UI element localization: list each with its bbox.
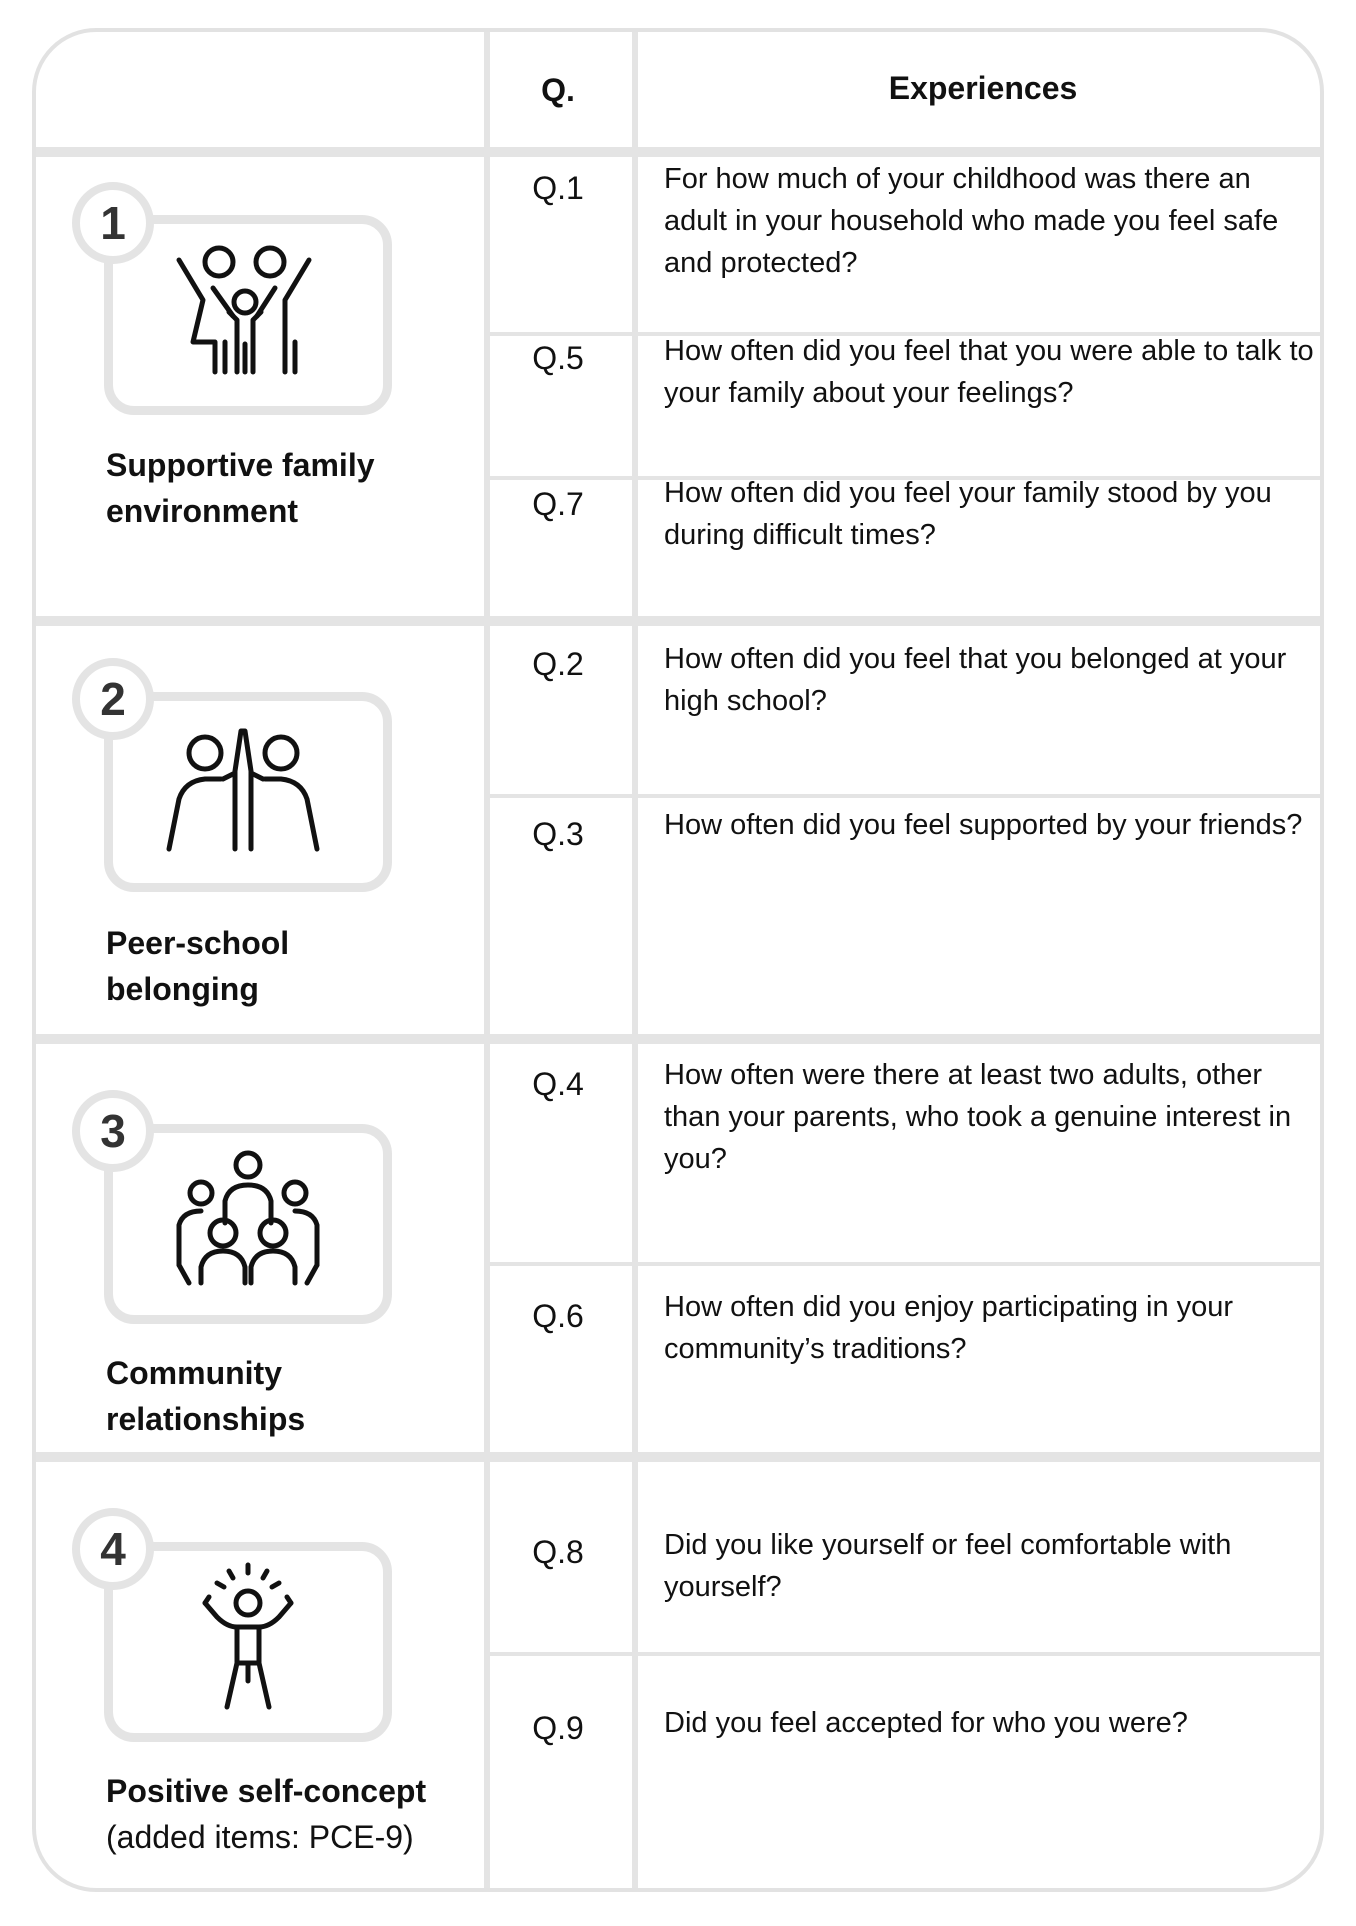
domain-number-badge: 2 xyxy=(72,658,154,740)
question-number: Q.3 xyxy=(532,816,584,852)
domain-label-line2: relationships xyxy=(106,1401,306,1437)
domain-label xyxy=(106,442,466,534)
domain-icon-box xyxy=(104,692,392,892)
group-icon xyxy=(113,1133,383,1315)
question-number: Q.7 xyxy=(532,486,584,522)
row-divider xyxy=(484,1262,1320,1266)
question-text: Did you feel accepted for who you were? xyxy=(664,1707,1188,1739)
question-text: How often were there at least two adults, other than your parents, who took a genuine interest in you? xyxy=(664,1059,1292,1175)
domain-number-badge: 3 xyxy=(72,1090,154,1172)
domain-icon-box xyxy=(104,1542,392,1742)
question-number: Q.6 xyxy=(532,1298,584,1334)
domain-label xyxy=(106,920,466,1012)
question-text: How often did you feel your family stood by you during difficult times? xyxy=(664,477,1272,551)
domain-label-note: (added items: PCE-9) xyxy=(106,1819,414,1855)
section-divider xyxy=(36,616,1320,626)
section-divider xyxy=(36,1034,1320,1044)
domain-icon-box xyxy=(104,1124,392,1324)
domain-label-line2: environment xyxy=(106,493,299,529)
header-divider xyxy=(36,147,1320,157)
question-number: Q.8 xyxy=(532,1534,584,1570)
high-five-icon xyxy=(113,701,383,883)
domain-label-line2: belonging xyxy=(106,971,259,1007)
question-text: Did you like yourself or feel comfortable with yourself? xyxy=(664,1529,1232,1603)
question-text: How often did you feel that you were able to talk to your family about your feelings? xyxy=(664,335,1314,409)
domain-label-line1: Community xyxy=(106,1355,282,1391)
domain-label-line1: Supportive family xyxy=(106,447,375,483)
question-text: How often did you feel supported by your friends? xyxy=(664,809,1303,841)
column-divider xyxy=(484,32,490,1888)
question-number: Q.9 xyxy=(532,1710,584,1746)
question-number: Q.2 xyxy=(532,646,584,682)
family-icon xyxy=(113,224,383,406)
domain-number-badge: 4 xyxy=(72,1508,154,1590)
question-number: Q.1 xyxy=(532,170,584,206)
domain-label xyxy=(106,1768,466,1860)
domain-number-badge: 1 xyxy=(72,182,154,264)
question-text: For how much of your childhood was there an adult in your household who made you feel safe and protected? xyxy=(664,163,1279,279)
domain-label xyxy=(106,1350,466,1442)
header-q: Q. xyxy=(541,72,575,108)
domain-label-line1: Peer-school xyxy=(106,925,290,961)
question-text: How often did you enjoy participating in your community’s traditions? xyxy=(664,1291,1234,1365)
pce-table xyxy=(32,28,1324,1892)
question-number: Q.5 xyxy=(532,340,584,376)
column-divider xyxy=(632,32,638,1888)
row-divider xyxy=(484,1652,1320,1656)
header-experiences: Experiences xyxy=(888,70,1078,106)
question-text: How often did you feel that you belonged at your high school? xyxy=(664,643,1287,717)
row-divider xyxy=(484,794,1320,798)
happy-person-icon xyxy=(113,1551,383,1733)
question-number: Q.4 xyxy=(532,1066,584,1102)
section-divider xyxy=(36,1452,1320,1462)
domain-label-line1: Positive self-concept xyxy=(106,1773,427,1809)
